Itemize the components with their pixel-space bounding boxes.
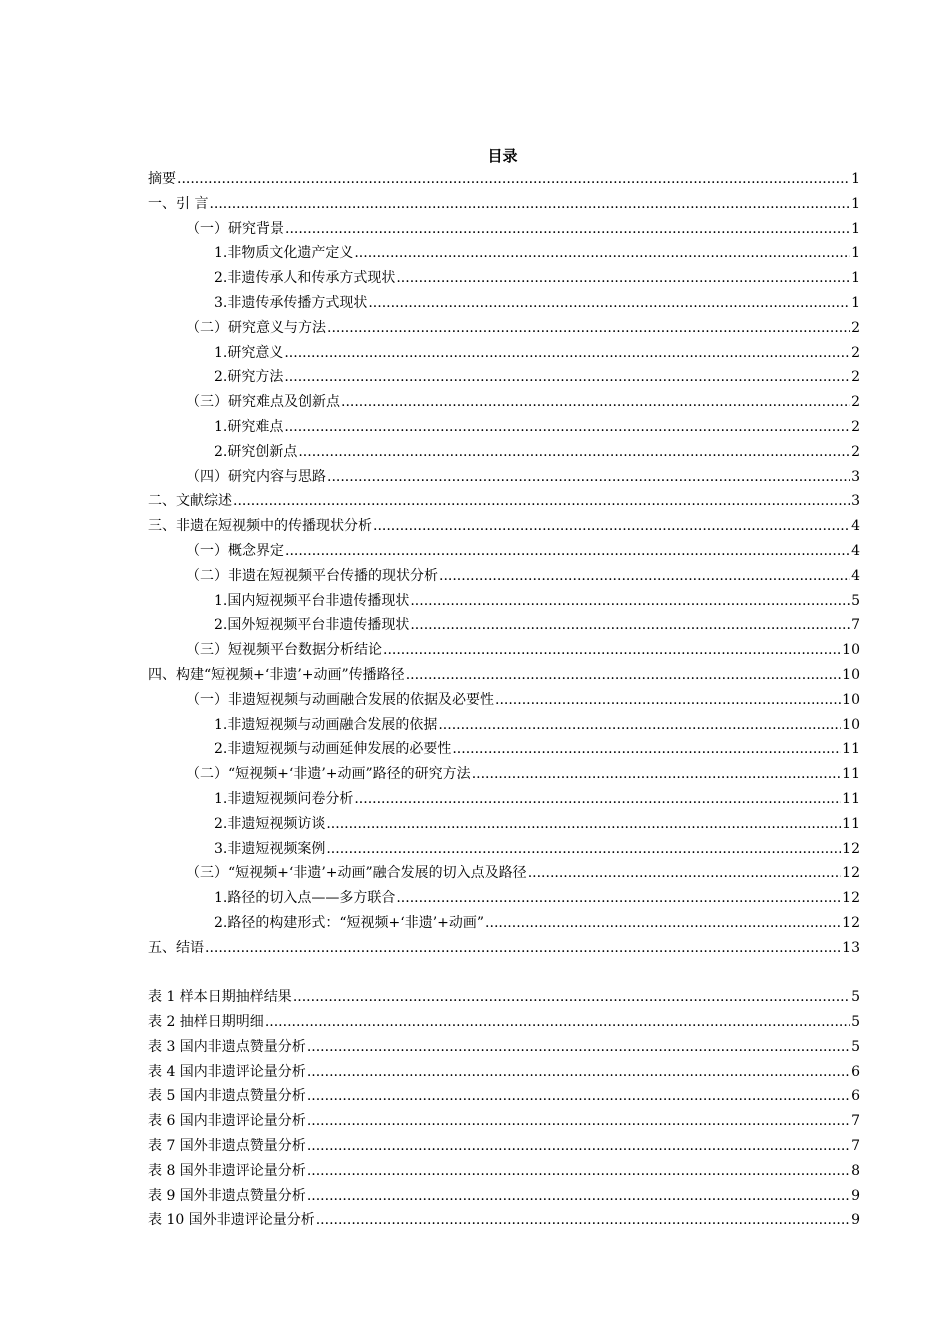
toc-entry-page: 6 bbox=[851, 1063, 860, 1080]
toc-entry-table[interactable] bbox=[148, 985, 860, 1010]
dot-leader bbox=[265, 1010, 850, 1035]
toc-entry-table[interactable] bbox=[148, 1208, 860, 1233]
dot-leader bbox=[396, 266, 850, 291]
dot-leader bbox=[177, 167, 850, 192]
toc-entry-page: 4 bbox=[851, 518, 860, 535]
dot-leader bbox=[410, 589, 850, 614]
dot-leader bbox=[406, 663, 841, 688]
dot-leader bbox=[326, 812, 841, 837]
toc-entry-page: 9 bbox=[851, 1212, 860, 1229]
dot-leader bbox=[284, 341, 850, 366]
toc-entry-text: 1.路径的切入点——多方联合 bbox=[214, 890, 396, 907]
toc-entry-text: （三）短视频平台数据分析结论 bbox=[186, 642, 382, 659]
section-gap bbox=[148, 961, 860, 986]
dot-leader bbox=[373, 514, 850, 539]
toc-entry-text: （四）研究内容与思路 bbox=[186, 468, 326, 485]
toc-entry-text: （三）研究难点及创新点 bbox=[186, 394, 340, 411]
toc-entry[interactable] bbox=[148, 638, 860, 663]
toc-entry-page: 2 bbox=[851, 319, 860, 336]
table-of-contents bbox=[148, 167, 860, 1233]
dot-leader bbox=[209, 192, 850, 217]
toc-entry-text: 表 9 国外非遗点赞量分析 bbox=[148, 1187, 306, 1204]
toc-entry[interactable] bbox=[148, 713, 860, 738]
toc-entry-page: 1 bbox=[851, 294, 860, 311]
dot-leader bbox=[383, 638, 841, 663]
toc-entry[interactable] bbox=[148, 812, 860, 837]
toc-entry-text: （三）“短视频+‘非遗’+动画”融合发展的切入点及路径 bbox=[186, 865, 527, 882]
toc-entry[interactable] bbox=[148, 911, 860, 936]
dot-leader bbox=[285, 539, 850, 564]
toc-entry-text: 三、非遗在短视频中的传播现状分析 bbox=[148, 518, 372, 535]
toc-entry-page: 12 bbox=[842, 865, 860, 882]
toc-entry[interactable] bbox=[148, 365, 860, 390]
dot-leader bbox=[284, 415, 850, 440]
toc-entry-text: 表 8 国外非遗评论量分析 bbox=[148, 1162, 306, 1179]
toc-entry[interactable] bbox=[148, 415, 860, 440]
toc-entry-text: 2.非遗传承人和传承方式现状 bbox=[214, 270, 396, 287]
dot-leader bbox=[528, 861, 841, 886]
dot-leader bbox=[205, 936, 841, 961]
dot-leader bbox=[307, 1035, 850, 1060]
dot-leader bbox=[307, 1084, 850, 1109]
dot-leader bbox=[341, 390, 850, 415]
toc-entry-text: 1.研究难点 bbox=[214, 418, 284, 435]
toc-entry[interactable] bbox=[148, 886, 860, 911]
toc-entry-text: 五、结语 bbox=[148, 939, 204, 956]
toc-entry[interactable] bbox=[148, 663, 860, 688]
toc-entry-table[interactable] bbox=[148, 1109, 860, 1134]
dot-leader bbox=[396, 886, 841, 911]
toc-entry-page: 12 bbox=[842, 914, 860, 931]
dot-leader bbox=[354, 787, 841, 812]
toc-entry-page: 10 bbox=[842, 691, 860, 708]
toc-entry-text: 二、文献综述 bbox=[148, 493, 232, 510]
toc-entry-text: （一）概念界定 bbox=[186, 542, 284, 559]
toc-entry-text: 2.研究创新点 bbox=[214, 443, 298, 460]
toc-entry[interactable] bbox=[148, 167, 860, 192]
toc-entry[interactable] bbox=[148, 489, 860, 514]
dot-leader bbox=[326, 837, 841, 862]
toc-entry-page: 10 bbox=[842, 716, 860, 733]
toc-entry-page: 4 bbox=[851, 542, 860, 559]
toc-entry-page: 5 bbox=[851, 592, 860, 609]
dot-leader bbox=[495, 688, 841, 713]
toc-entry[interactable] bbox=[148, 514, 860, 539]
toc-entry-page: 3 bbox=[851, 493, 860, 510]
toc-entry[interactable] bbox=[148, 192, 860, 217]
toc-entry-text: 表 4 国内非遗评论量分析 bbox=[148, 1063, 306, 1080]
toc-entry[interactable] bbox=[148, 688, 860, 713]
dot-leader bbox=[307, 1159, 850, 1184]
toc-entry-text: 3.非遗传承传播方式现状 bbox=[214, 294, 368, 311]
dot-leader bbox=[410, 613, 850, 638]
toc-entry-page: 3 bbox=[851, 468, 860, 485]
toc-entry-text: 2.非遗短视频访谈 bbox=[214, 815, 326, 832]
toc-entry-text: 表 10 国外非遗评论量分析 bbox=[148, 1212, 315, 1229]
toc-entry-page: 5 bbox=[851, 1014, 860, 1031]
toc-entry-page: 1 bbox=[851, 245, 860, 262]
toc-entry-text: 1.非遗短视频问卷分析 bbox=[214, 790, 354, 807]
toc-entry[interactable] bbox=[148, 837, 860, 862]
dot-leader bbox=[368, 291, 850, 316]
toc-entry-text: 表 2 抽样日期明细 bbox=[148, 1014, 264, 1031]
toc-entry-page: 12 bbox=[842, 840, 860, 857]
toc-entry-text: （二）非遗在短视频平台传播的现状分析 bbox=[186, 567, 438, 584]
toc-entry-text: 四、构建“短视频+‘非遗’+动画”传播路径 bbox=[148, 666, 405, 683]
toc-entry[interactable] bbox=[148, 762, 860, 787]
toc-entry-page: 2 bbox=[851, 344, 860, 361]
toc-entry-text: 3.非遗短视频案例 bbox=[214, 840, 326, 857]
toc-entry-text: 表 6 国内非遗评论量分析 bbox=[148, 1113, 306, 1130]
toc-entry-page: 11 bbox=[842, 815, 860, 832]
toc-entry[interactable] bbox=[148, 613, 860, 638]
toc-entry-page: 1 bbox=[851, 171, 860, 187]
toc-entry-text: 表 3 国内非遗点赞量分析 bbox=[148, 1038, 306, 1055]
toc-entry-table[interactable] bbox=[148, 1035, 860, 1060]
dot-leader bbox=[439, 564, 850, 589]
dot-leader bbox=[233, 489, 850, 514]
dot-leader bbox=[327, 316, 850, 341]
toc-entry-page: 7 bbox=[851, 617, 860, 634]
toc-entry-page: 2 bbox=[851, 443, 860, 460]
toc-entry[interactable] bbox=[148, 266, 860, 291]
toc-entry[interactable] bbox=[148, 861, 860, 886]
toc-entry-page: 1 bbox=[851, 195, 860, 212]
dot-leader bbox=[285, 217, 850, 242]
toc-entry-page: 1 bbox=[851, 220, 860, 237]
toc-entry-page: 2 bbox=[851, 369, 860, 386]
toc-entry[interactable] bbox=[148, 341, 860, 366]
toc-entry-text: 1.国内短视频平台非遗传播现状 bbox=[214, 592, 410, 609]
toc-entry[interactable] bbox=[148, 390, 860, 415]
toc-entry-page: 1 bbox=[851, 270, 860, 287]
dot-leader bbox=[307, 1184, 850, 1209]
toc-entry-text: （一）非遗短视频与动画融合发展的依据及必要性 bbox=[186, 691, 494, 708]
dot-leader bbox=[452, 737, 841, 762]
toc-entry-text: 1.非遗短视频与动画融合发展的依据 bbox=[214, 716, 438, 733]
toc-entry-page: 12 bbox=[842, 890, 860, 907]
toc-entry[interactable] bbox=[148, 737, 860, 762]
toc-entry-text: （二）“短视频+‘非遗’+动画”路径的研究方法 bbox=[186, 766, 471, 783]
dot-leader bbox=[298, 440, 850, 465]
toc-entry-page: 6 bbox=[851, 1088, 860, 1105]
toc-title: 目录 bbox=[487, 147, 518, 165]
toc-entry[interactable] bbox=[148, 787, 860, 812]
dot-leader bbox=[284, 365, 850, 390]
toc-entry[interactable] bbox=[148, 465, 860, 490]
toc-entry-text: 1.非物质文化遗产定义 bbox=[214, 245, 354, 262]
toc-entry-page: 2 bbox=[851, 418, 860, 435]
toc-entry-text: 表 5 国内非遗点赞量分析 bbox=[148, 1088, 306, 1105]
toc-entry[interactable] bbox=[148, 539, 860, 564]
toc-entry-text: 1.研究意义 bbox=[214, 344, 284, 361]
toc-entry-text: 表 7 国外非遗点赞量分析 bbox=[148, 1138, 306, 1155]
toc-entry-text: 2.非遗短视频与动画延伸发展的必要性 bbox=[214, 741, 452, 758]
toc-entry-text: 2.研究方法 bbox=[214, 369, 284, 386]
toc-entry-text: 一、引 言 bbox=[148, 195, 209, 212]
dot-leader bbox=[354, 241, 850, 266]
toc-entry-page: 10 bbox=[842, 642, 860, 659]
dot-leader bbox=[307, 1060, 850, 1085]
toc-entry-page: 11 bbox=[842, 766, 860, 783]
toc-entry-text: 表 1 样本日期抽样结果 bbox=[148, 989, 292, 1006]
toc-entry-page: 13 bbox=[842, 939, 860, 956]
dot-leader bbox=[307, 1134, 850, 1159]
toc-entry-page: 4 bbox=[851, 567, 860, 584]
toc-entry[interactable] bbox=[148, 936, 860, 961]
toc-entry-table[interactable] bbox=[148, 1060, 860, 1085]
dot-leader bbox=[438, 713, 841, 738]
toc-entry-page: 7 bbox=[851, 1138, 860, 1155]
toc-entry[interactable] bbox=[148, 316, 860, 341]
dot-leader bbox=[472, 762, 841, 787]
toc-entry-table[interactable] bbox=[148, 1010, 860, 1035]
toc-entry-table[interactable] bbox=[148, 1184, 860, 1209]
dot-leader bbox=[307, 1109, 850, 1134]
toc-entry[interactable] bbox=[148, 241, 860, 266]
toc-entry[interactable] bbox=[148, 440, 860, 465]
toc-entry[interactable] bbox=[148, 589, 860, 614]
toc-entry-text: 摘要 bbox=[148, 171, 176, 187]
toc-entry[interactable] bbox=[148, 217, 860, 242]
toc-entry-page: 7 bbox=[851, 1113, 860, 1130]
dot-leader bbox=[293, 985, 850, 1010]
toc-entry-text: 2.路径的构建形式：“短视频+‘非遗’+动画” bbox=[214, 914, 485, 931]
toc-entry-table[interactable] bbox=[148, 1134, 860, 1159]
toc-entry-page: 9 bbox=[851, 1187, 860, 1204]
toc-entry-text: （二）研究意义与方法 bbox=[186, 319, 326, 336]
toc-entry-text: （一）研究背景 bbox=[186, 220, 284, 237]
dot-leader bbox=[327, 465, 850, 490]
dot-leader bbox=[316, 1208, 850, 1233]
toc-entry-page: 10 bbox=[842, 666, 860, 683]
toc-entry-page: 5 bbox=[851, 989, 860, 1006]
toc-entry-text: 2.国外短视频平台非遗传播现状 bbox=[214, 617, 410, 634]
toc-entry[interactable] bbox=[148, 291, 860, 316]
toc-entry-page: 5 bbox=[851, 1038, 860, 1055]
toc-entry[interactable] bbox=[148, 564, 860, 589]
toc-entry-table[interactable] bbox=[148, 1159, 860, 1184]
toc-entry-page: 11 bbox=[842, 741, 860, 758]
toc-entry-page: 8 bbox=[851, 1162, 860, 1179]
toc-entry-page: 2 bbox=[851, 394, 860, 411]
dot-leader bbox=[485, 911, 841, 936]
toc-entry-table[interactable] bbox=[148, 1084, 860, 1109]
toc-entry-page: 11 bbox=[842, 790, 860, 807]
